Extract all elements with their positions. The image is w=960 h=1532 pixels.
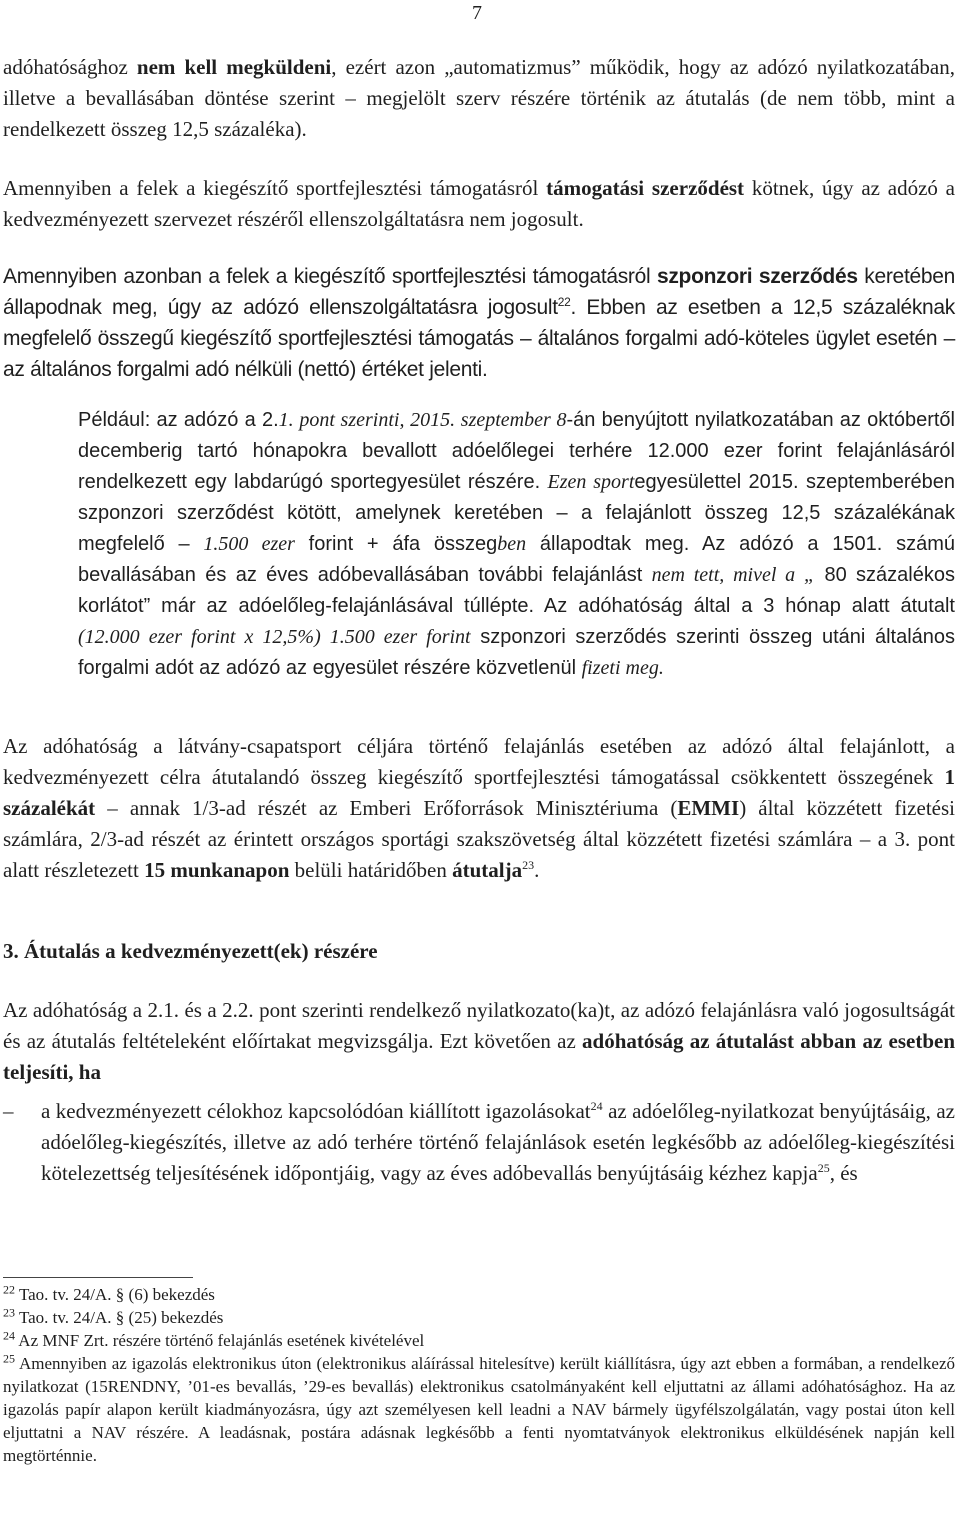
p4-text-g: belüli határidőben xyxy=(289,858,453,882)
footnote-num: 25 xyxy=(3,1351,15,1366)
li-text-a: a kedvezményezett célokhoz kapcsolódóan kiállított igazolásokat xyxy=(41,1099,591,1123)
ex-text-e: egyesülettel 2015. szeptemberében szponzori szerződést kötött, amelynek keretében – a felajánlott összeg 12,5 százalékának megfelelő – xyxy=(78,471,955,555)
list-item xyxy=(3,1096,955,1189)
p4-text-i: . xyxy=(534,858,540,882)
ex-text-i: állapodtak meg. Az adózó a 1501. számú bevallásában és az éves adóbevallásában további felajánlást xyxy=(78,533,955,586)
p3-bold: szponzori szerződés xyxy=(656,265,858,288)
footnote-25 xyxy=(3,1352,955,1467)
footnote-text: Amennyiben az igazolás elektronikus úton (elektronikus aláírással hitelesítve) került kiállításra, úgy azt ebben a formában, a rendelkező nyilatkozat (15RENDNY, ’01-es bevallás, ’29-es bevallás) elektronikus csatolmányaként kell eljuttatni az állami adóhatósághoz. Ha az igazolás papír alapon került kiadmányozásra, úgy azt személyesen kell leadni a NAV bármely ügyfélszolgálatán, vagy postai úton kell eljuttatni a NAV részére. A leadásnak, postára adásnak legkésőbb a fenti nyomtatványok elektronikus elküldésének napján kell megtörténnie. xyxy=(3,1354,955,1465)
p2-text-a: Amennyiben a felek a kiegészítő sportfejlesztési támogatásról xyxy=(3,176,547,200)
footnotes xyxy=(3,1283,955,1467)
p5-text-a: Az adóhatóság a 2.1. és a 2.2. pont szerinti rendelkező nyilatkozato(ka)t, az adózó felajánlásra való jogosultságát és az átutalás feltételeként előírtakat megvizsgálja. Ezt követően az xyxy=(3,998,955,1053)
footnote-22 xyxy=(3,1283,955,1306)
ex-text-m: szponzori szerződés szerinti összeg utáni általános forgalmi adót az adózó az egyesület részére közvetlenül xyxy=(78,626,956,679)
p4-bold-h: átutalja xyxy=(452,858,523,882)
p2-bold: támogatási szerződést xyxy=(546,176,745,200)
ex-italic-f: 1.500 ezer xyxy=(203,533,295,555)
dash-bullet: – xyxy=(3,1099,14,1123)
p4-bold-b: 1 százalékát xyxy=(3,765,955,820)
ex-italic-l: (12.000 ezer forint x 12,5%) 1.500 ezer forint xyxy=(78,626,471,648)
p4-text-a: Az adóhatóság a látvány-csapatsport céljára történő felajánlás esetében az adózó által felajánlott, a kedvezményezett célra átutalandó összeg kiegészítő sportfejlesztési támogatással csökkentett összegének xyxy=(3,734,955,789)
paragraph-1 xyxy=(3,52,955,145)
ex-text-g: forint + áfa összeg xyxy=(294,533,498,555)
ex-text-c: -án benyújtott nyilatkozatában az októbertől decemberig tartó hónapokra bevallott adóelőlegei terhére 12.000 ezer forint felajánlásáról rendelkezett egy labdarúgó sportegyesület részére. xyxy=(78,409,956,493)
footnote-text: Tao. tv. 24/A. § (6) bekezdés xyxy=(15,1285,215,1304)
footnote-ref-22[interactable]: 22 xyxy=(557,295,571,309)
ex-italic-j: nem tett, mivel a „ xyxy=(651,564,816,586)
p2-text-c: kötnek, úgy az adózó a kedvezményezett szervezet részéről ellenszolgáltatásra nem jogosult. xyxy=(3,176,956,231)
footnote-separator xyxy=(3,1277,193,1278)
footnote-23 xyxy=(3,1306,955,1329)
footnote-ref-23[interactable]: 23 xyxy=(522,858,535,872)
ex-text-k: 80 százalékos korlátot” már az adóelőleg-felajánlásával túllépte. Az adóhatóság által a 3 hónap alatt átutalt xyxy=(78,564,955,617)
example-block xyxy=(78,405,955,684)
li-text-b: az adóelőleg-nyilatkozat benyújtásáig, az adóelőleg-kiegészítés, illetve az adó terhére történő felajánlások esetén legkésőbb az adóelőleg-kiegészítési kötelezettség teljesítésének időpontjáig, vagy az éves adóbevallás benyújtásáig kézhez kapja xyxy=(41,1099,955,1185)
ex-italic-b: 1. pont szerinti, 2015. szeptember 8 xyxy=(278,409,567,431)
footnote-num: 23 xyxy=(3,1305,15,1320)
p5-bold: adóhatóság az átutalást abban az esetben teljesíti, ha xyxy=(3,1029,955,1084)
page-number: 7 xyxy=(472,2,482,24)
footnote-text: Az MNF Zrt. részére történő felajánlás esetének kivételével xyxy=(15,1331,425,1350)
paragraph-4 xyxy=(3,731,955,886)
p4-text-e: ) által közzétett fizetési számlára, 2/3-ad részét az érintett országos sportági szakszövetség által közzétett fizetési számlára – a 3. pont alatt részletezett xyxy=(3,796,955,882)
footnote-24 xyxy=(3,1329,955,1352)
p4-text-c: – annak 1/3-ad részét az Emberi Erőforrások Minisztériuma ( xyxy=(95,796,678,820)
ex-italic-n: fizeti meg. xyxy=(581,657,664,679)
p1-bold: nem kell megküldeni xyxy=(136,55,332,79)
p4-bold-d: EMMI xyxy=(677,796,740,820)
footnote-num: 24 xyxy=(3,1328,15,1343)
section-heading: 3. Átutalás a kedvezményezett(ek) részére xyxy=(3,939,378,963)
footnote-ref-25[interactable]: 25 xyxy=(817,1161,830,1175)
paragraph-2 xyxy=(3,173,955,235)
ex-italic-d: Ezen sport xyxy=(547,471,635,493)
p4-bold-f: 15 munkanapon xyxy=(144,858,290,882)
p3-text-a: Amennyiben azonban a felek a kiegészítő sportfejlesztési támogatásról xyxy=(3,265,657,288)
ex-text-a: Például: az adózó a 2. xyxy=(78,409,279,431)
p3-text-d: . Ebben az esetben a 12,5 százaléknak megfelelő összegű kiegészítő sportfejlesztési támogatás – általános forgalmi adó-köteles ügylet esetén – az általános forgalmi adó nélküli (nettó) értéket jelenti. xyxy=(3,296,955,381)
paragraph-5 xyxy=(3,995,955,1088)
paragraph-3 xyxy=(3,261,955,385)
ex-italic-h: ben xyxy=(497,533,527,555)
p3-text-c: keretében állapodnak meg, úgy az adózó ellenszolgáltatásra jogosult xyxy=(3,265,955,319)
footnote-num: 22 xyxy=(3,1282,15,1297)
footnote-text: Tao. tv. 24/A. § (25) bekezdés xyxy=(15,1308,224,1327)
p1-text-c: , ezért azon „automatizmus” működik, hogy az adózó nyilatkozatában, illetve a bevallásában döntése szerint – megjelölt szerv részére történik az átutalás (de nem több, mint a rendelkezett összeg 12,5 százaléka). xyxy=(3,55,956,141)
footnote-ref-24[interactable]: 24 xyxy=(590,1099,603,1113)
li-text-c: , és xyxy=(829,1161,858,1185)
p1-text-a: adóhatósághoz xyxy=(3,55,137,79)
